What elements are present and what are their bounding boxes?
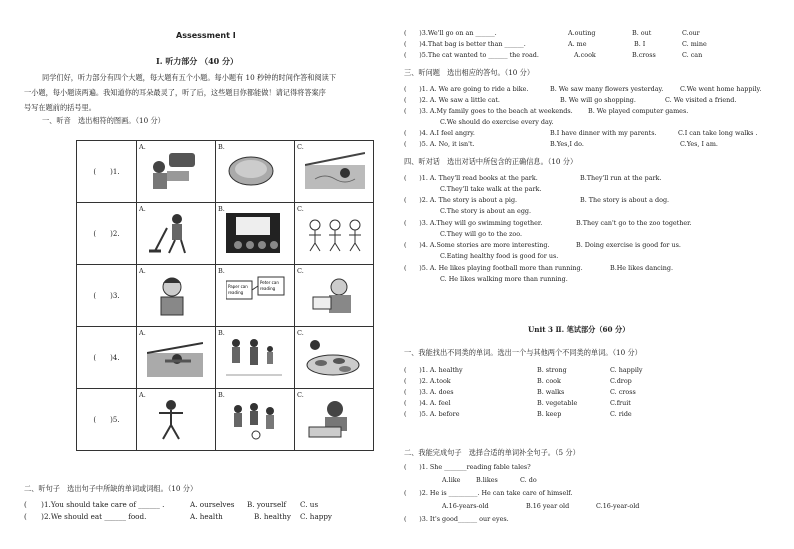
question-text: ( )5. A. before bbox=[404, 410, 460, 418]
option-c[interactable]: C. do bbox=[520, 476, 537, 484]
option-b[interactable]: B.They can't go to the zoo together. bbox=[576, 219, 692, 227]
unit-header: Unit 3 Ⅱ. 笔试部分（60 分） bbox=[528, 325, 630, 334]
option-b[interactable]: B.cross bbox=[632, 51, 656, 59]
question-number: ( )4. bbox=[77, 327, 137, 389]
option-c[interactable]: C.our bbox=[682, 29, 700, 37]
question-text: ( )1. A. We are going to ride a bike. bbox=[404, 85, 529, 93]
option-c[interactable]: C. ride bbox=[610, 410, 632, 418]
question-text: ( )4. A. feel bbox=[404, 399, 451, 407]
w1-title: 一、我能找出不同类的单词。选出一个与其他两个不同类的单词。（10 分） bbox=[404, 348, 642, 357]
card-text: Peter can bbox=[260, 280, 279, 285]
intro-line: 一小题，每小题读两遍。我知道你的耳朵最灵了，听了后，这些题目你都能做！请记得将答案序 bbox=[24, 88, 326, 97]
option-a[interactable]: A. me bbox=[568, 40, 587, 48]
question-text: ( )5. A. He likes playing football more than running. bbox=[404, 264, 583, 272]
part3-title: 三、听问题 选出相应的答句。（10 分） bbox=[404, 68, 535, 77]
question-text: ( )1. She _______reading fable tales? bbox=[404, 463, 531, 471]
option-a-cell[interactable]: A. bbox=[137, 389, 216, 451]
family-walk-image bbox=[226, 337, 282, 379]
option-c[interactable]: C. happy bbox=[300, 512, 332, 521]
option-a[interactable]: A. health bbox=[190, 512, 223, 521]
listening-header: Ⅰ. 听力部分 （40 分） bbox=[156, 56, 239, 66]
option-b[interactable]: B. I bbox=[634, 40, 646, 48]
option-b[interactable]: B. We saw many flowers yesterday. bbox=[550, 85, 664, 93]
option-b[interactable]: B.I have dinner with my parents. bbox=[550, 129, 657, 137]
card-text: Paper can bbox=[228, 284, 248, 289]
option-c-cell[interactable]: C. bbox=[295, 265, 374, 327]
part2-title: 二、听句子 选出句子中所缺的单词或词组。（10 分） bbox=[24, 484, 198, 493]
question-text: ( )4. A.Some stories are more interesting. bbox=[404, 241, 550, 249]
question-number: ( )2. bbox=[77, 203, 137, 265]
option-b[interactable]: B. vegetable bbox=[537, 399, 578, 407]
option-c[interactable]: C.They will go to the zoo. bbox=[440, 230, 523, 238]
kids-running-image bbox=[305, 213, 365, 255]
option-b[interactable]: B.They'll run at the park. bbox=[580, 174, 662, 182]
question-text: ( )2. A. We saw a little cat. bbox=[404, 96, 500, 104]
option-a-cell[interactable]: A. bbox=[137, 203, 216, 265]
question-number: ( )1. bbox=[77, 141, 137, 203]
girl-cooking-image bbox=[147, 151, 197, 193]
option-c[interactable]: C. can bbox=[682, 51, 703, 59]
option-c[interactable]: C. mine bbox=[682, 40, 707, 48]
option-b-cell[interactable]: B. bbox=[216, 327, 295, 389]
question-text: ( )4. A.I feel angry. bbox=[404, 129, 475, 137]
option-b[interactable]: B. out bbox=[632, 29, 652, 37]
option-b[interactable]: B. walks bbox=[537, 388, 565, 396]
man-sweeping-image bbox=[147, 213, 197, 255]
option-c-cell[interactable]: C. bbox=[295, 141, 374, 203]
grid-row bbox=[77, 265, 374, 327]
option-c[interactable]: C. cross bbox=[610, 388, 636, 396]
question-text: ( )4.That bag is better than ______. bbox=[404, 40, 526, 48]
option-b[interactable]: B. We will go shopping. bbox=[560, 96, 636, 104]
option-b[interactable]: B.Yes,I do. bbox=[550, 140, 584, 148]
option-c[interactable]: C.We went home happily. bbox=[680, 85, 762, 93]
option-a[interactable]: A. ourselves bbox=[190, 500, 235, 509]
option-c[interactable]: C. happily bbox=[610, 366, 643, 374]
option-c[interactable]: C.I can take long walks . bbox=[678, 129, 758, 137]
option-b[interactable]: B. yourself bbox=[247, 500, 287, 509]
question-text: ( )2.We should eat ______ food. bbox=[24, 512, 147, 521]
question-text: ( )3. It's good______ our eyes. bbox=[404, 515, 509, 523]
option-c[interactable]: C.Eating healthy food is good for us. bbox=[440, 252, 559, 260]
option-b[interactable]: B. Doing exercise is good for us. bbox=[576, 241, 681, 249]
boy-image bbox=[147, 275, 197, 317]
option-c[interactable]: C. We visited a friend. bbox=[665, 96, 737, 104]
option-b[interactable]: B.16 year old bbox=[526, 502, 570, 510]
option-b[interactable]: B. We played computer games. bbox=[588, 107, 689, 115]
swimmer-image bbox=[147, 337, 203, 379]
question-text: ( )3. A.They will go swimming together. bbox=[404, 219, 543, 227]
reading-book-image bbox=[305, 275, 361, 317]
option-a[interactable]: A.cook bbox=[574, 51, 596, 59]
picture-grid bbox=[76, 140, 374, 451]
question-text: ( )5.The cat wanted to ______ the road. bbox=[404, 51, 539, 59]
question-text: ( )1.You should take care of ______ . bbox=[24, 500, 165, 509]
food-table-image bbox=[305, 337, 361, 379]
egg-image bbox=[226, 151, 276, 193]
assessment-title: Assessment I bbox=[176, 31, 236, 40]
option-c[interactable]: C. us bbox=[300, 500, 319, 509]
grid-row bbox=[77, 141, 374, 203]
intro-line: 号写在题前的括号里。 bbox=[24, 103, 96, 112]
grid-row bbox=[77, 327, 374, 389]
option-b[interactable]: B. keep bbox=[537, 410, 562, 418]
option-c[interactable]: C.drop bbox=[610, 377, 632, 385]
part1-title: 一、听音 选出相符的图画。（10 分） bbox=[42, 116, 165, 125]
option-b[interactable]: B. cook bbox=[537, 377, 561, 385]
cinema-image bbox=[226, 213, 280, 255]
option-c[interactable]: C.16-year-old bbox=[596, 502, 640, 510]
option-c-cell[interactable]: C. bbox=[295, 389, 374, 451]
option-a[interactable]: A.like bbox=[442, 476, 461, 484]
option-c[interactable]: C.Yes, I am. bbox=[680, 140, 718, 148]
grid-row bbox=[77, 389, 374, 451]
question-text: ( )2. He is _________. He can take care of himself. bbox=[404, 489, 573, 497]
question-text: ( )1. A. They'll read books at the park. bbox=[404, 174, 538, 182]
option-b[interactable]: B. strong bbox=[537, 366, 567, 374]
option-a-cell[interactable]: A. bbox=[137, 141, 216, 203]
question-text: ( )3. A. does bbox=[404, 388, 454, 396]
option-b-cell[interactable]: B. Paper can reading Peter can reading bbox=[216, 265, 295, 327]
option-b[interactable]: B. The story is about a dog. bbox=[580, 196, 670, 204]
intro-line: 同学们好，听力部分有四个大题，每大题有五个小题。每小题有 10 秒钟的时间作答和阅读下 bbox=[42, 73, 337, 82]
question-text: ( )3.We'll go on an ______. bbox=[404, 29, 497, 37]
swimming-image bbox=[305, 151, 365, 193]
option-c[interactable]: C.The story is about an egg. bbox=[440, 207, 532, 215]
question-number: ( )3. bbox=[77, 265, 137, 327]
w2-title: 二、我能完成句子 选择合适的单词补全句子。（5 分） bbox=[404, 448, 580, 457]
football-kids-image bbox=[226, 399, 282, 441]
boy-writing-image bbox=[305, 399, 355, 441]
question-text: ( )2. A. The story is about a pig. bbox=[404, 196, 518, 204]
option-c[interactable]: C.They'll take walk at the park. bbox=[440, 185, 542, 193]
option-c[interactable]: C.We should do exercise every day. bbox=[440, 118, 554, 126]
option-b-cell[interactable]: B. bbox=[216, 141, 295, 203]
card-text: reading bbox=[260, 286, 276, 291]
option-c-cell[interactable]: C. bbox=[295, 327, 374, 389]
option-a-cell[interactable]: A. bbox=[137, 327, 216, 389]
option-a-cell[interactable]: A. bbox=[137, 265, 216, 327]
option-b[interactable]: B.likes bbox=[476, 476, 498, 484]
question-text: ( )2. A.took bbox=[404, 377, 451, 385]
card-text: reading bbox=[228, 290, 244, 295]
option-b[interactable]: B.He likes dancing. bbox=[610, 264, 674, 272]
question-number: ( )5. bbox=[77, 389, 137, 451]
option-b-cell[interactable]: B. bbox=[216, 203, 295, 265]
option-b[interactable]: B. healthy bbox=[254, 512, 291, 521]
option-a[interactable]: A.outing bbox=[568, 29, 596, 37]
question-text: ( )3. A.My family goes to the beach at weekends. bbox=[404, 107, 573, 115]
grid-row bbox=[77, 203, 374, 265]
option-c[interactable]: C. He likes walking more than running. bbox=[440, 275, 568, 283]
girl-exercise-image bbox=[147, 399, 197, 441]
option-b-cell[interactable]: B. bbox=[216, 389, 295, 451]
question-text: ( )5. A. No, it isn't. bbox=[404, 140, 475, 148]
option-c-cell[interactable]: C. bbox=[295, 203, 374, 265]
question-text: ( )1. A. healthy bbox=[404, 366, 463, 374]
option-a[interactable]: A.16-years-old bbox=[442, 502, 489, 510]
reading-cards-image bbox=[226, 275, 292, 317]
option-c[interactable]: C.fruit bbox=[610, 399, 631, 407]
part4-title: 四、听对话 选出对话中所包含的正确信息。（10 分） bbox=[404, 157, 578, 166]
